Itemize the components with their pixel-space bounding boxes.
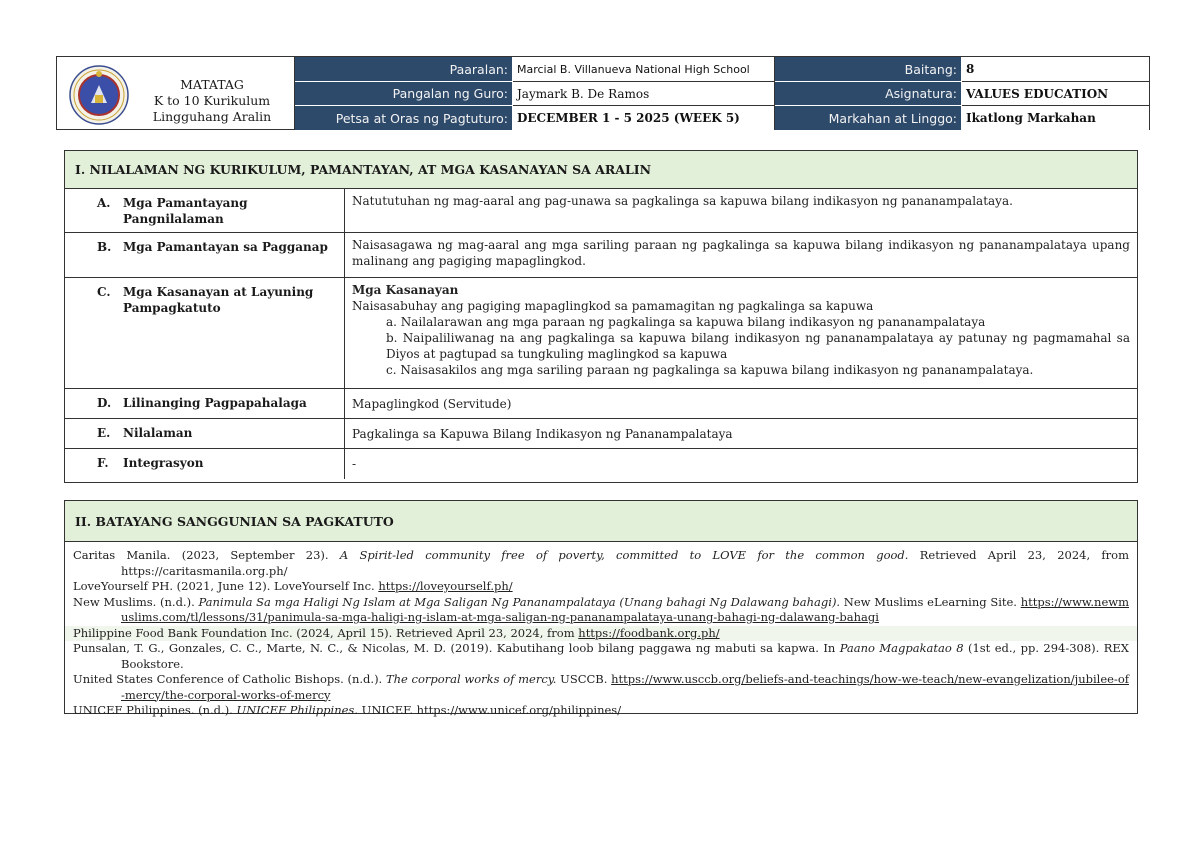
ref-text: New Muslims. (n.d.). xyxy=(73,594,199,609)
row-key xyxy=(65,278,345,388)
row-key xyxy=(65,189,345,232)
table-row xyxy=(65,278,1137,389)
title-line-2: K to 10 Kurikulum xyxy=(153,93,271,108)
reference-item xyxy=(73,548,1129,579)
references-list xyxy=(65,542,1137,719)
row-value: Mapaglingkod (Servitude) xyxy=(352,397,512,411)
paaralan-label: Paaralan: xyxy=(295,57,513,82)
section2-title: II. BATAYANG SANGGUNIAN SA PAGKATUTO xyxy=(65,501,1137,542)
lesson-header xyxy=(56,56,1150,130)
row-value: - xyxy=(352,457,357,471)
row-key xyxy=(65,233,345,277)
ref-text: United States Conference of Catholic Bishops. (n.d.). xyxy=(73,672,386,686)
ref-text-after: New Muslims eLearning Site. xyxy=(840,594,1021,609)
ref-text: LoveYourself PH. (2021, June 12). LoveYourself Inc. xyxy=(73,579,379,593)
table-row xyxy=(65,233,1137,278)
row-letter: A. xyxy=(97,196,111,210)
ref-link[interactable]: https://www.usccb.org/beliefs-and-teachings/how-we-teach/new-evangelization/jubilee-of-mercy/the-corporal-works-of-mercy xyxy=(121,672,1129,702)
title-line-1: MATATAG xyxy=(180,77,244,92)
ref-text-after: USCCB. xyxy=(556,672,612,686)
row-key xyxy=(65,449,345,479)
row-value xyxy=(345,278,1137,388)
table-row xyxy=(65,189,1137,233)
row-key xyxy=(65,389,345,418)
ref-text: Punsalan, T. G., Gonzales, C. C., Marte, N. C., & Nicolas, M. D. (2019). Kabutihang loob bilang paggawa ng mabuti sa kapwa. In xyxy=(73,641,840,655)
asignatura-value: VALUES EDUCATION xyxy=(962,82,1149,106)
paaralan-value: Marcial B. Villanueva National High School xyxy=(513,57,775,82)
ref-link[interactable]: https://foodbank.org.ph/ xyxy=(578,625,720,640)
reference-item xyxy=(73,641,1129,672)
ref-text: Caritas Manila. (2023, September 23). xyxy=(73,548,340,562)
row-letter: E. xyxy=(97,426,111,440)
baitang-value: 8 xyxy=(962,57,1149,82)
ref-title: UNICEF Philippines. xyxy=(236,703,358,717)
table-row xyxy=(65,389,1137,419)
ref-title: Panimula Sa mga Haligi Ng Islam at Mga Saligan Ng Pananampalataya (Unang bahagi Ng Dalawang bahagi). xyxy=(198,594,841,609)
row-label: Nilalaman xyxy=(123,426,193,440)
petsa-value: DECEMBER 1 - 5 2025 (WEEK 5) xyxy=(513,106,775,130)
ref-text-after: (1st ed., pp. 294-308). REX Bookstore. xyxy=(121,641,1129,671)
reference-item xyxy=(73,703,1129,719)
ref-title: The corporal works of mercy. xyxy=(385,672,557,686)
row-letter: B. xyxy=(97,240,112,254)
row-letter: F. xyxy=(97,456,109,470)
row-letter: D. xyxy=(97,396,112,410)
ref-title: Paano Magpakatao 8 xyxy=(839,641,964,655)
petsa-label: Petsa at Oras ng Pagtuturo: xyxy=(295,106,513,130)
table-row xyxy=(65,419,1137,449)
row-label: Integrasyon xyxy=(123,456,204,470)
markahan-value: Ikatlong Markahan xyxy=(962,106,1149,130)
curriculum-table xyxy=(65,189,1137,479)
reference-item xyxy=(73,672,1129,703)
skill-item: c. Naisasakilos ang mga sariling paraan ng pagkalinga sa kapuwa bilang indikasyon ng pananampalataya. xyxy=(386,363,1034,377)
ref-text-after: UNICEF. https://www.unicef.org/philippines/ xyxy=(357,703,622,717)
row-key xyxy=(65,419,345,448)
skills-heading: Mga Kasanayan xyxy=(352,283,459,297)
row-letter: C. xyxy=(97,285,111,299)
row-label: Lilinanging Pagpapahalaga xyxy=(123,396,307,410)
header-brand xyxy=(57,57,295,129)
title-line-3: Lingguhang Aralin xyxy=(152,109,272,124)
row-label: Mga Pamantayan sa Pagganap xyxy=(123,240,328,254)
section1-title: I. NILALAMAN NG KURIKULUM, PAMANTAYAN, AT MGA KASANAYAN SA ARALIN xyxy=(65,151,1137,189)
ref-link[interactable]: https://www.newmuslims.com/tl/lessons/31/panimula-sa-mga-haligi-ng-islam-at-mga-saligan-ng-pananampalataya-unang-bahagi-ng-dalawang-bahagi xyxy=(121,594,1130,624)
deped-seal-icon xyxy=(69,65,129,125)
skill-item: b. Naipaliliwanag na ang pagkalinga sa kapuwa bilang indikasyon ng pananampalataya ay patunay ng pagmamahal sa Diyos at pagtupad sa tungkuling maglingkod sa kapuwa xyxy=(386,331,1130,361)
skills-intro: Naisasabuhay ang pagiging mapaglingkod sa pamamagitan ng pagkalinga sa kapuwa xyxy=(352,299,874,313)
row-label: Mga Pamantayang Pangnilalaman xyxy=(123,196,248,226)
markahan-label: Markahan at Linggo: xyxy=(775,106,962,130)
ref-title: A Spirit-led community free of poverty, committed to LOVE for the common good. xyxy=(339,548,909,562)
row-label: Mga Kasanayan at Layuning Pampagkatuto xyxy=(123,285,314,315)
section-curriculum xyxy=(64,150,1138,483)
reference-item xyxy=(73,595,1129,626)
ref-text: Philippine Food Bank Foundation Inc. (2024, April 15). Retrieved April 23, 2024, from xyxy=(73,625,579,640)
ref-text: UNICEF Philippines. (n.d.). xyxy=(73,703,237,717)
row-value: Pagkalinga sa Kapuwa Bilang Indikasyon ng Pananampalataya xyxy=(352,427,733,441)
row-value: Natututuhan ng mag-aaral ang pag-unawa sa pagkalinga sa kapuwa bilang indikasyon ng pananampalataya. xyxy=(352,194,1013,208)
section-references xyxy=(64,500,1138,717)
skill-item: a. Nailalarawan ang mga paraan ng pagkalinga sa kapuwa bilang indikasyon ng pananampalataya xyxy=(386,315,986,329)
header-fields xyxy=(295,57,1149,129)
table-row xyxy=(65,449,1137,479)
ref-text-after: Retrieved April 23, 2024, from https://caritasmanila.org.ph/ xyxy=(121,548,1129,578)
header-title xyxy=(131,77,293,125)
baitang-label: Baitang: xyxy=(775,57,962,82)
guro-label: Pangalan ng Guro: xyxy=(295,82,513,106)
guro-value: Jaymark B. De Ramos xyxy=(513,82,775,106)
reference-item xyxy=(73,579,1129,595)
ref-link[interactable]: https://loveyourself.ph/ xyxy=(378,579,513,593)
reference-item xyxy=(65,626,1137,642)
asignatura-label: Asignatura: xyxy=(775,82,962,106)
row-value: Naisasagawa ng mag-aaral ang mga sariling paraan ng pagkalinga sa kapuwa bilang indikasyon ng pananampalataya upang malinang ang pagiging mapaglingkod. xyxy=(352,238,1130,268)
